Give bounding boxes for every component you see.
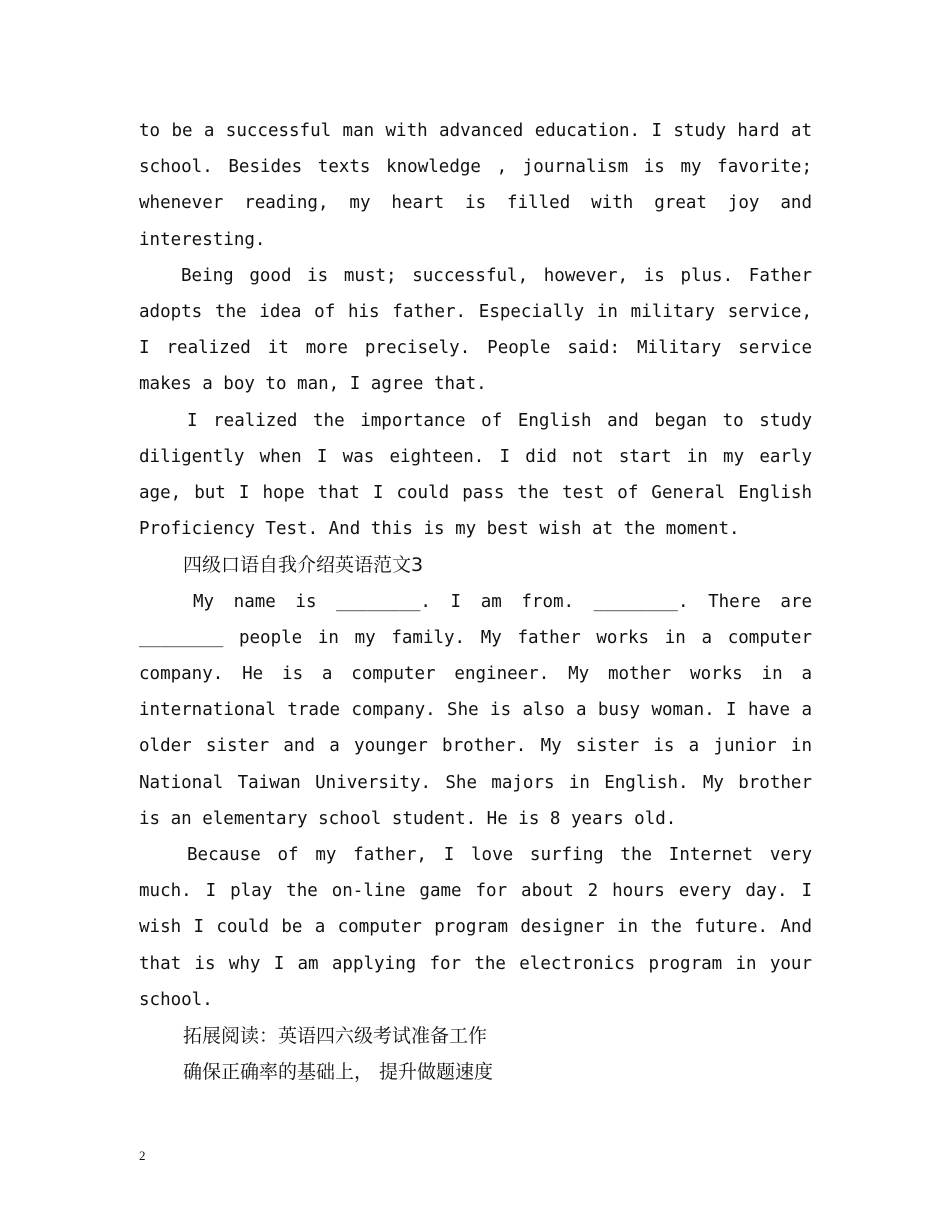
document-body bbox=[139, 113, 812, 1090]
body-paragraph-being-good: Being good is must; successful, however, is plus. Father adopts the idea of his father. Especially in military service, I realized it more precisely. People said: Military service makes a boy to man, I agree that. bbox=[139, 265, 812, 395]
section-heading-extended-reading: 拓展阅读：英语四六级考试准备工作 bbox=[183, 1025, 488, 1048]
page-number: 2 bbox=[139, 1148, 146, 1163]
body-paragraph-internet-hobby: Because of my father, I love surfing the Internet very much. I play the on-line game for about 2 hours every day. I wish I could be a computer program designer in the future. And that is why I am applying for the electronics program in your school. bbox=[139, 845, 812, 1010]
body-paragraph-continuation: to be a successful man with advanced education. I study hard at school. Besides texts knowledge , journalism is my favorite; whenever reading, my heart is filled with great joy and interesting. bbox=[139, 121, 812, 250]
section-subheading-speed: 确保正确率的基础上， 提升做题速度 bbox=[183, 1061, 494, 1084]
section-heading-sample-3: 四级口语自我介绍英语范文3 bbox=[183, 554, 424, 577]
body-paragraph-english-study: I realized the importance of English and began to study diligently when I was eighteen. I did not start in my early age, but I hope that I could pass the test of General English Proficiency Test. And this is my best wish at the moment. bbox=[139, 410, 812, 540]
body-paragraph-family-intro: My name is ________. I am from. ________. There are ________ people in my family. My father works in a computer company. He is a computer engineer. My mother works in a international trade company. She is also a busy woman. I have a older sister and a younger brother. My sister is a junior in National Taiwan University. She majors in English. My brother is an elementary school student. He is 8 years old. bbox=[139, 591, 812, 829]
